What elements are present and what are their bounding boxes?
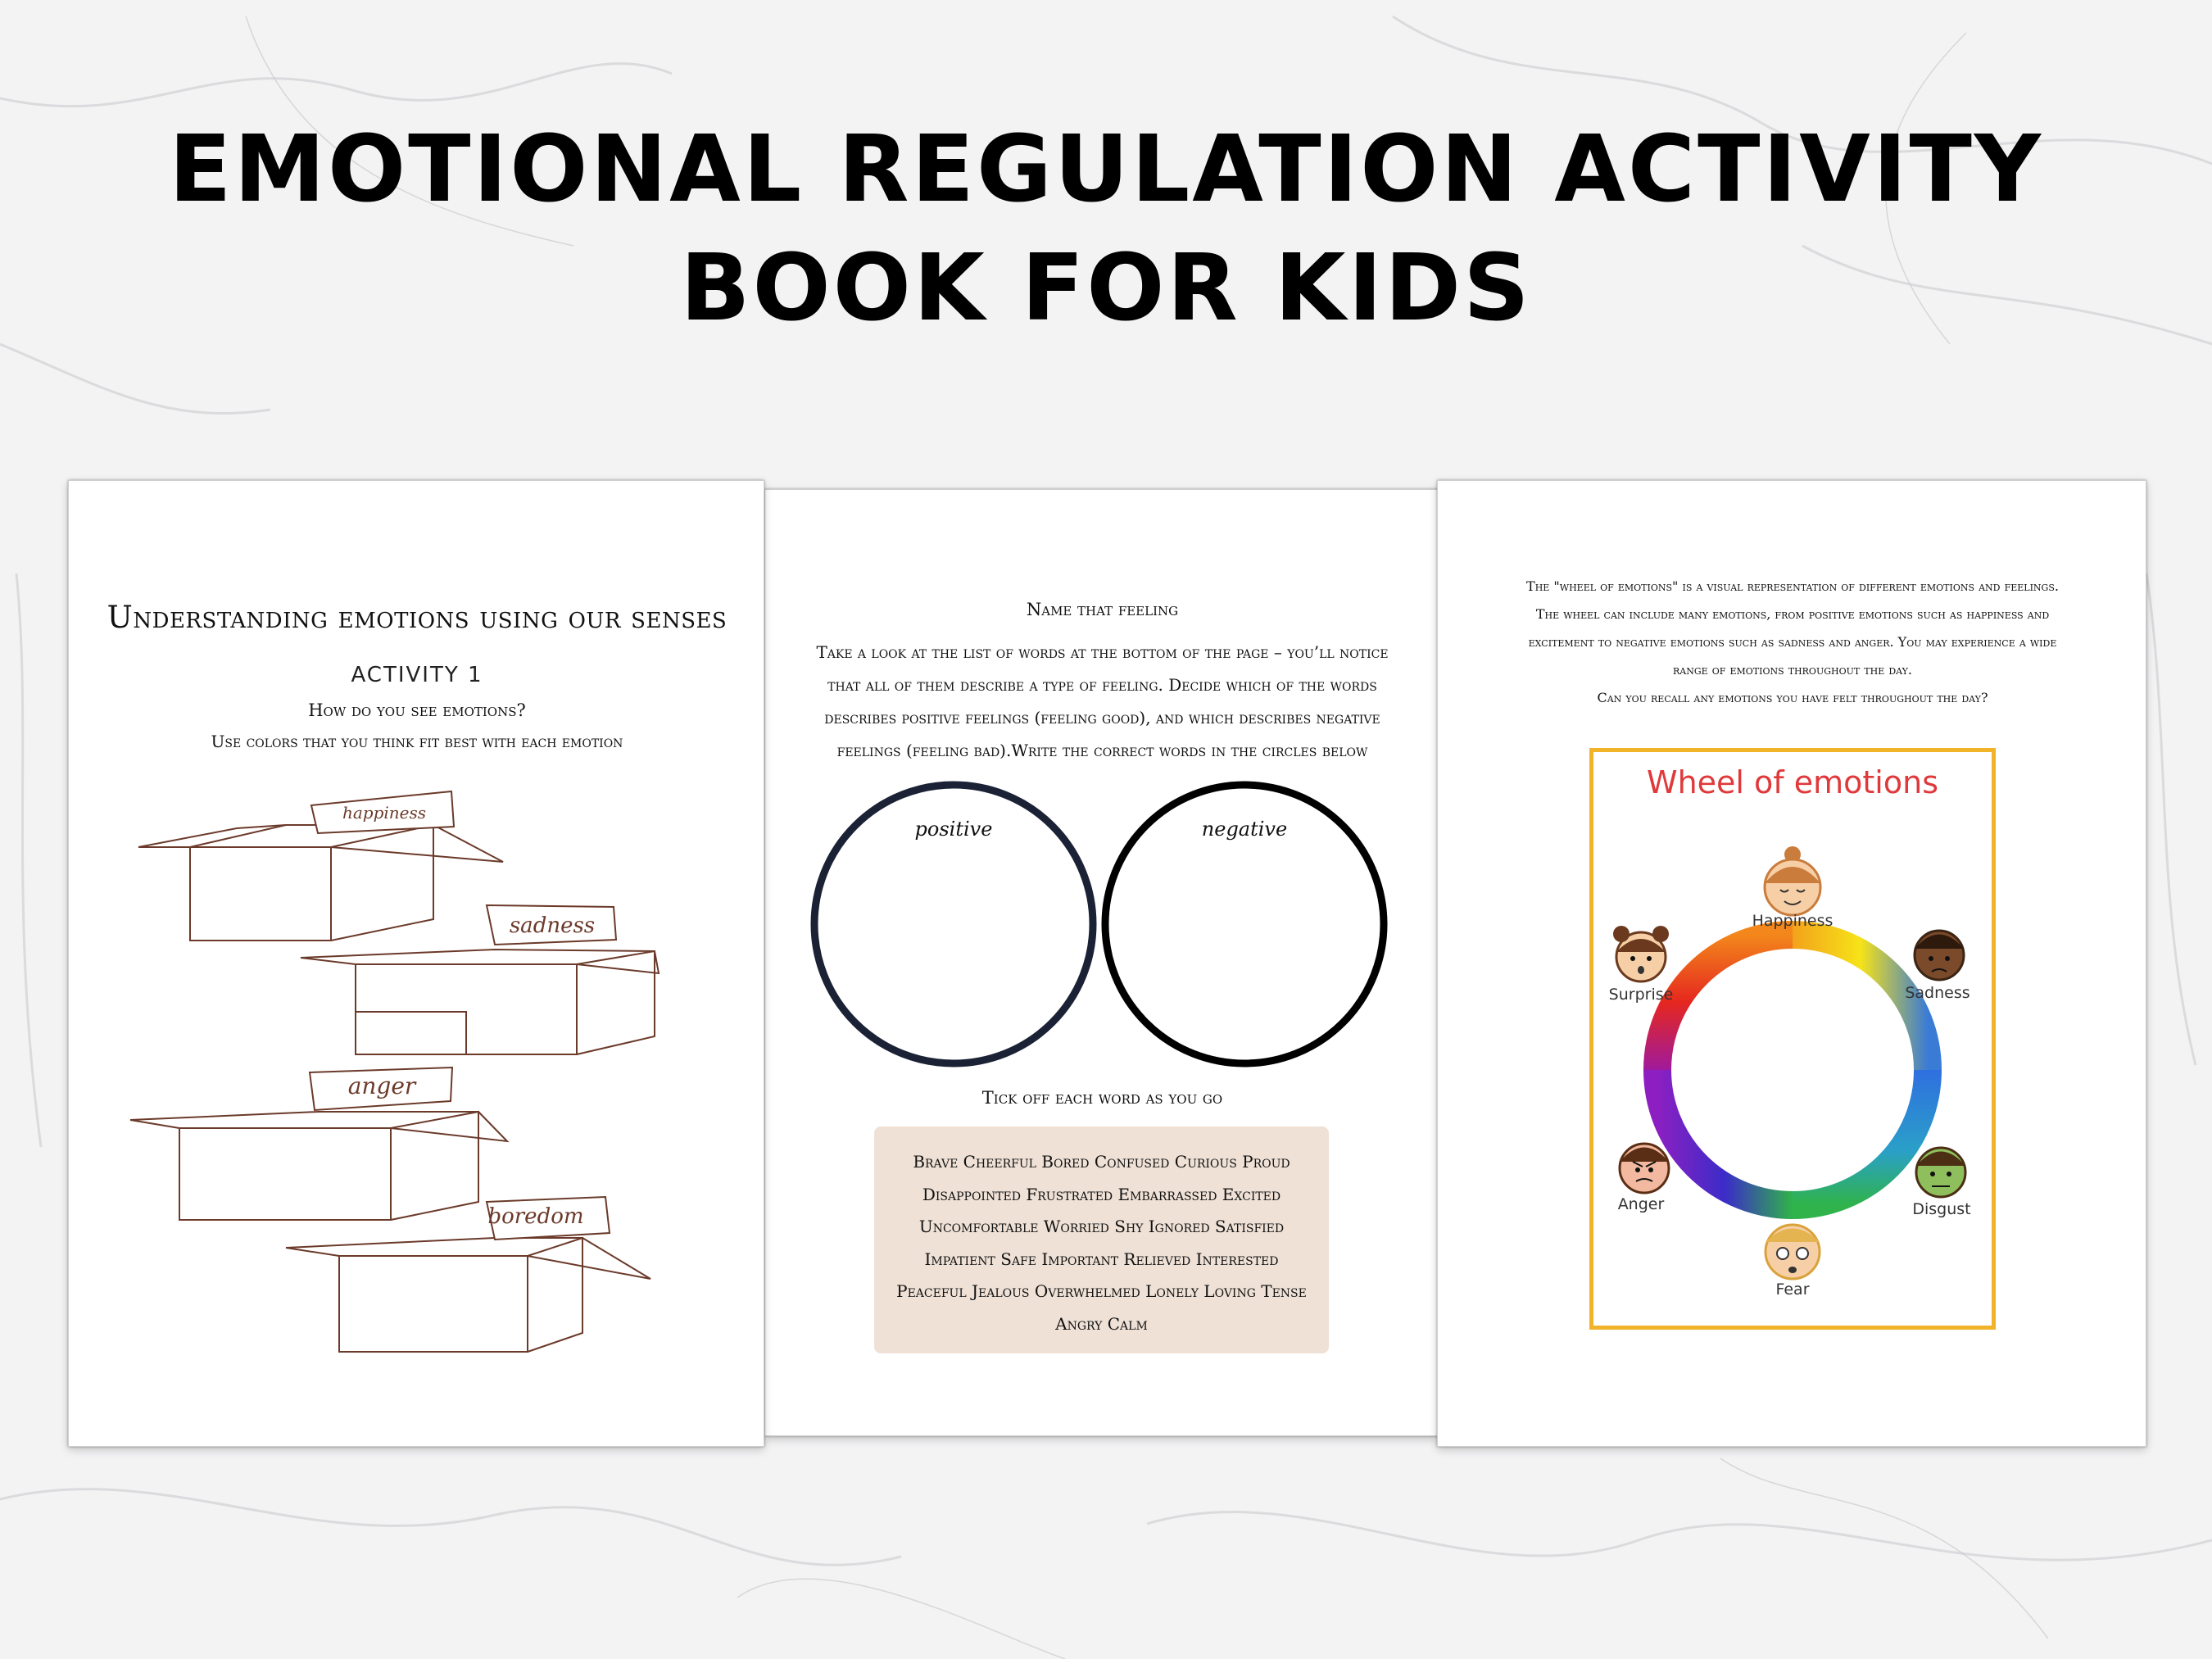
- product-title: [0, 111, 2212, 348]
- tick-instruction: Tick off each word as you go: [981, 1088, 1223, 1108]
- face-happiness-icon: [1765, 846, 1820, 915]
- worksheet-page-name-that-feeling: [764, 489, 1439, 1436]
- face-anger-icon: [1620, 1144, 1669, 1193]
- word-bank-line: Peaceful Jealous Overwhelmed Lonely Loving Tense: [896, 1281, 1307, 1301]
- emotion-label-fear: Fear: [1775, 1281, 1810, 1299]
- wheel-title: Wheel of emotions: [1647, 764, 1938, 800]
- face-surprise-icon: [1613, 926, 1669, 981]
- word-bank-line: Uncomfortable Worried Shy Ignored Satisfied: [918, 1217, 1285, 1236]
- emotion-boxes: [69, 481, 765, 1448]
- emotion-label-happiness: Happiness: [1752, 912, 1834, 930]
- page1-instruction: Use colors that you think fit best with each emotion: [211, 732, 623, 751]
- description-line: The wheel can include many emotions, from positive emotions such as happiness and: [1535, 606, 2050, 622]
- negative-label: negative: [1201, 818, 1288, 841]
- box-sadness: [301, 905, 659, 1054]
- worksheet-page-wheel-of-emotions: [1437, 480, 2146, 1447]
- wheel-arc-yellow: [1793, 935, 1928, 1070]
- box-label-anger: anger: [347, 1072, 416, 1099]
- emotion-label-anger: Anger: [1617, 1195, 1665, 1213]
- page1-question: How do you see emotions?: [308, 700, 526, 720]
- word-bank-line: Angry Calm: [1055, 1313, 1148, 1334]
- page2-heading: Name that feeling: [1026, 600, 1179, 619]
- description-line: excitement to negative emotions such as sadness and anger. You may experience a wide: [1528, 634, 2057, 650]
- instruction-line: feelings (feeling bad).Write the correct words in the circles below: [836, 741, 1368, 760]
- word-bank-line: Impatient Safe Important Relieved Interested: [924, 1249, 1279, 1269]
- description-line: The "wheel of emotions" is a visual representation of different emotions and feelings.: [1526, 578, 2059, 594]
- word-bank-line: Disappointed Frustrated Embarrassed Excited: [922, 1184, 1281, 1204]
- worksheet-page-senses: [68, 480, 764, 1447]
- face-sadness-icon: [1915, 931, 1964, 980]
- face-fear-icon: [1766, 1225, 1820, 1279]
- page3-description: [1516, 573, 2069, 712]
- box-label-sadness: sadness: [509, 913, 596, 938]
- description-line: Can you recall any emotions you have felt throughout the day?: [1597, 690, 1988, 705]
- positive-label: positive: [914, 818, 993, 841]
- instruction-line: Take a look at the list of words at the bottom of the page – you’ll notice: [816, 642, 1389, 662]
- activity-label: ACTIVITY 1: [351, 663, 483, 687]
- word-bank-line: Brave Cheerful Bored Confused Curious Proud: [913, 1152, 1290, 1172]
- description-line: range of emotions throughout the day.: [1672, 662, 1913, 678]
- wheel-arc-blue: [1793, 1070, 1928, 1205]
- instruction-line: describes positive feelings (feeling good), and which describes negative: [824, 708, 1380, 728]
- emotion-label-surprise: Surprise: [1608, 986, 1674, 1004]
- box-happiness: [138, 791, 503, 941]
- wheel-arc-purple: [1657, 1070, 1793, 1205]
- box-label-boredom: boredom: [487, 1204, 584, 1229]
- face-disgust-icon: [1916, 1148, 1965, 1197]
- title-line-1: EMOTIONAL REGULATION ACTIVITY: [168, 116, 2043, 223]
- box-label-happiness: happiness: [342, 803, 427, 823]
- instruction-line: that all of them describe a type of feeling. Decide which of the words: [827, 675, 1377, 695]
- wheel-of-emotions-card: [1589, 748, 1996, 1330]
- emotion-wheel: [1593, 752, 1992, 1326]
- page1-heading: Understanding emotions using our senses: [107, 600, 728, 635]
- word-bank: [874, 1126, 1329, 1353]
- title-line-2: BOOK FOR KIDS: [680, 235, 1532, 342]
- wheel-arc-orange: [1657, 935, 1793, 1070]
- emotion-label-sadness: Sadness: [1905, 984, 1970, 1002]
- emotion-label-disgust: Disgust: [1912, 1200, 1971, 1218]
- box-anger: [130, 1067, 507, 1220]
